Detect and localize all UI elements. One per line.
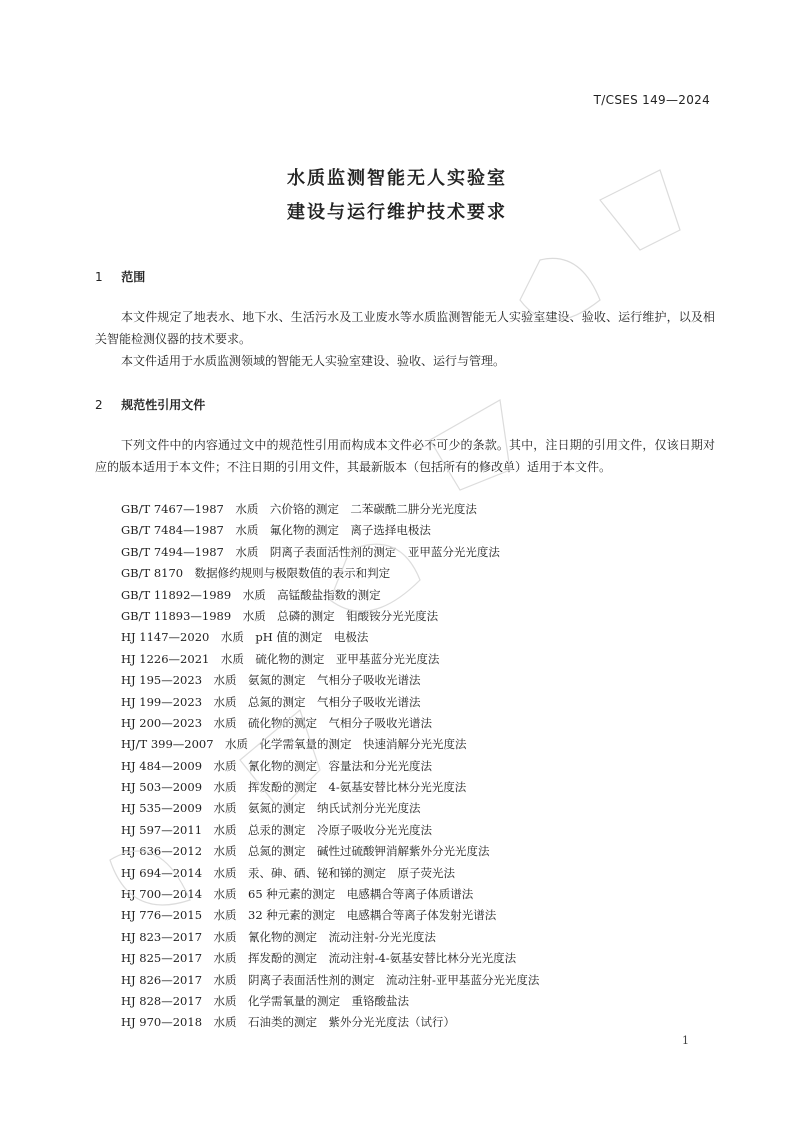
reference-item: HJ 484—2009 水质 氰化物的测定 容量法和分光光度法 (121, 758, 433, 773)
reference-item: HJ 825—2017 水质 挥发酚的测定 流动注射-4-氨基安替比林分光光度法 (121, 951, 517, 966)
document-title-line1: 水质监测智能无人实验室 (287, 168, 507, 189)
section-title: 规范性引用文件 (121, 398, 206, 412)
reference-item: HJ 636—2012 水质 总氮的测定 碱性过硫酸钾消解紫外分光光度法 (121, 844, 490, 859)
reference-item: HJ 597—2011 水质 总汞的测定 冷原子吸收分光光度法 (121, 822, 433, 837)
section-number: 2 (95, 398, 103, 412)
reference-item: GB/T 7467—1987 水质 六价铬的测定 二苯碳酰二肼分光光度法 (121, 502, 477, 516)
reference-item: HJ 503—2009 水质 挥发酚的测定 4-氨基安替比林分光光度法 (121, 780, 467, 795)
section-heading-normative-references (95, 396, 205, 413)
scope-paragraph-1: 本文件规定了地表水、地下水、生活污水及工业废水等水质监测智能无人实验室建设、验收、运行维护，以及相关智能检测仪器的技术要求。 (95, 310, 715, 346)
reference-item: HJ 700—2014 水质 65 种元素的测定 电感耦合等离子体质谱法 (121, 887, 474, 902)
reference-item: GB/T 8170 数据修约规则与极限数值的表示和判定 (121, 566, 391, 581)
reference-item: HJ 828—2017 水质 化学需氧量的测定 重铬酸盐法 (121, 993, 410, 1008)
standard-code: T/CSES 149—2024 (593, 93, 710, 107)
reference-item: HJ 195—2023 水质 氨氮的测定 气相分子吸收光谱法 (121, 673, 421, 688)
section-number: 1 (95, 270, 103, 284)
document-title-line2: 建设与运行维护技术要求 (287, 202, 507, 223)
reference-item: HJ 823—2017 水质 氰化物的测定 流动注射-分光光度法 (121, 929, 436, 944)
reference-item: HJ 1226—2021 水质 硫化物的测定 亚甲基蓝分光光度法 (121, 651, 440, 666)
references-intro-paragraph: 下列文件中的内容通过文中的规范性引用而构成本文件必不可少的条款。其中，注日期的引用文件，仅该日期对应的版本适用于本文件；不注日期的引用文件，其最新版本（包括所有的修改单）适用于本文件。 (95, 438, 715, 474)
reference-item: HJ 535—2009 水质 氨氮的测定 纳氏试剂分光光度法 (121, 801, 421, 816)
reference-item: HJ 970—2018 水质 石油类的测定 紫外分光光度法（试行） (121, 1015, 456, 1030)
reference-item: GB/T 7484—1987 水质 氟化物的测定 离子选择电极法 (121, 523, 431, 538)
reference-item: HJ 199—2023 水质 总氮的测定 气相分子吸收光谱法 (121, 694, 421, 709)
reference-item: GB/T 11893—1989 水质 总磷的测定 钼酸铵分光光度法 (121, 608, 439, 623)
reference-item: GB/T 11892—1989 水质 高锰酸盐指数的测定 (121, 587, 381, 602)
section-heading-scope (95, 268, 145, 285)
reference-item: HJ 694—2014 水质 汞、砷、硒、铋和锑的测定 原子荧光法 (121, 865, 456, 880)
reference-item: HJ 776—2015 水质 32 种元素的测定 电感耦合等离子体发射光谱法 (121, 908, 497, 923)
reference-item: HJ 826—2017 水质 阴离子表面活性剂的测定 流动注射-亚甲基蓝分光光度法 (121, 972, 540, 987)
page-number: 1 (682, 1034, 689, 1047)
reference-list (121, 499, 539, 1034)
scope-paragraph-2: 本文件适用于水质监测领域的智能无人实验室建设、验收、运行与管理。 (121, 354, 506, 368)
reference-item: HJ 200—2023 水质 硫化物的测定 气相分子吸收光谱法 (121, 715, 433, 730)
reference-item: HJ/T 399—2007 水质 化学需氧量的测定 快速消解分光光度法 (121, 737, 467, 752)
section-title: 范围 (121, 270, 146, 284)
reference-item: HJ 1147—2020 水质 pH 值的测定 电极法 (121, 630, 369, 645)
reference-item: GB/T 7494—1987 水质 阴离子表面活性剂的测定 亚甲蓝分光光度法 (121, 544, 500, 559)
